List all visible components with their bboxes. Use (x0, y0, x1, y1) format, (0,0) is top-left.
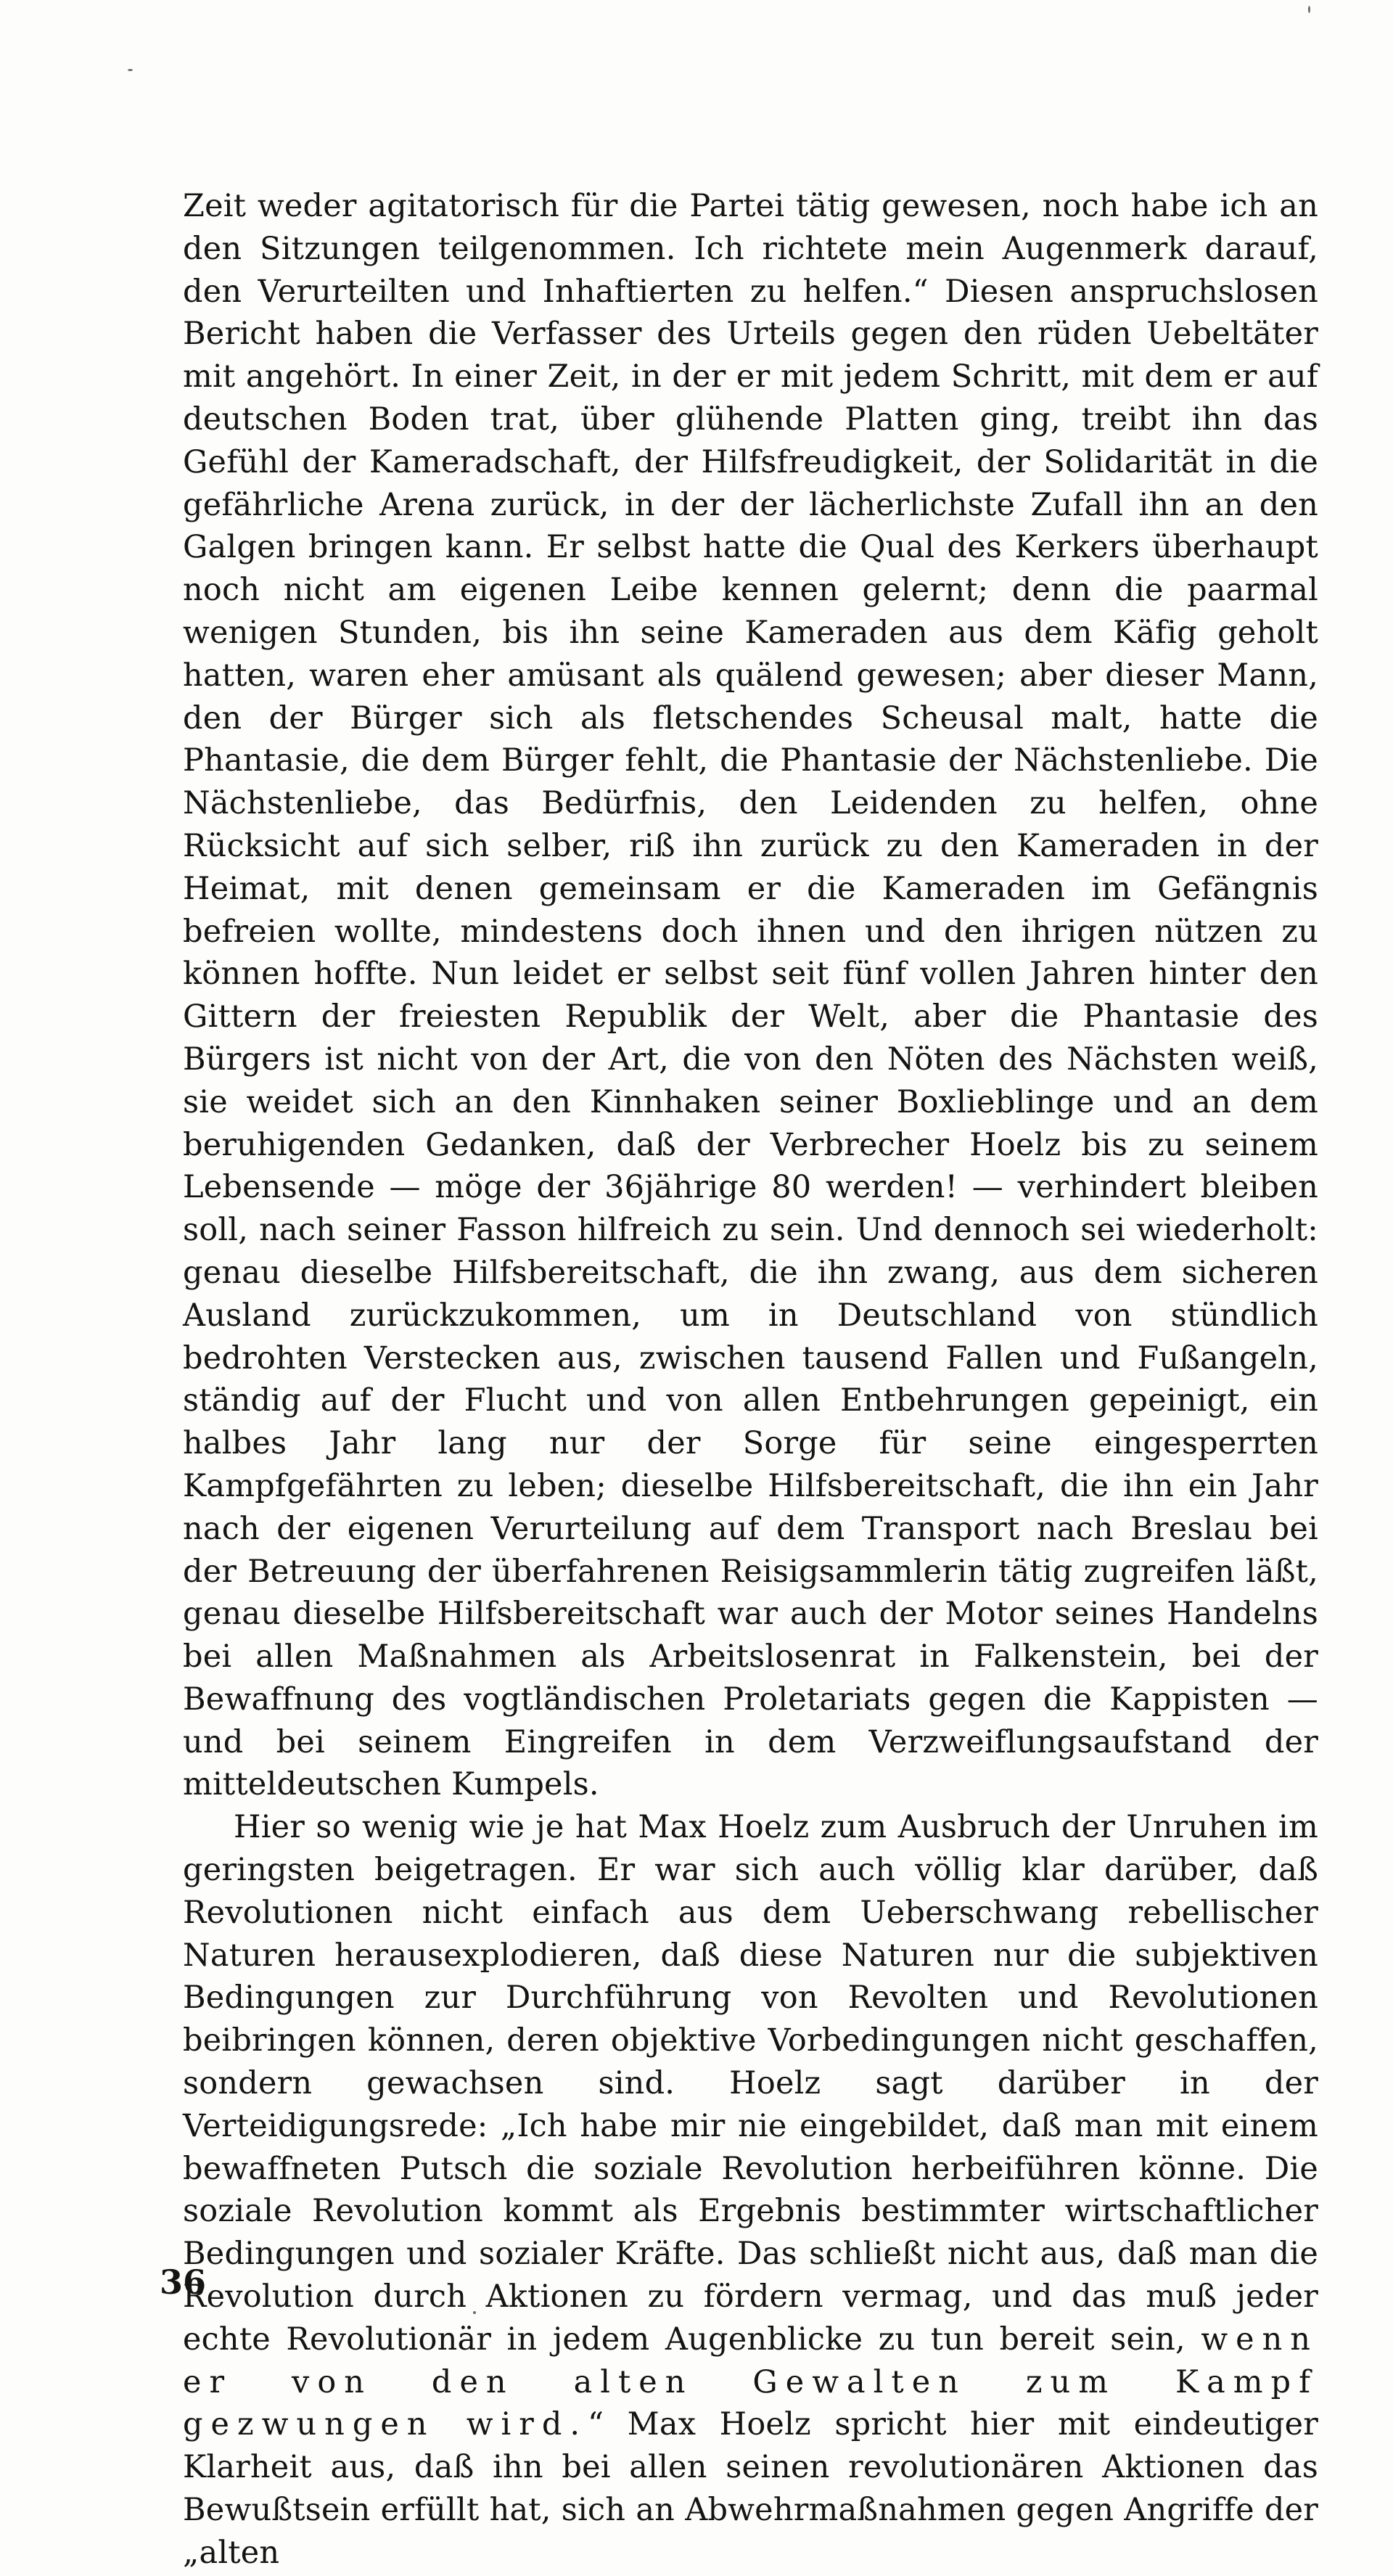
paragraph-1: Zeit weder agitatorisch für die Partei tätig gewesen, noch habe ich an den Sitzungen teilgenommen. Ich richtete mein Augenmerk darauf, den Verurteilten und Inhaftierten zu helfen.“ Diesen anspruchslosen Bericht haben die Verfasser des Urteils gegen den rüden Uebeltäter mit angehört. In einer Zeit, in der er mit jedem Schritt, mit dem er auf deutschen Boden trat, über glühende Platten ging, treibt ihn das Gefühl der Kameradschaft, der Hilfsfreudigkeit, der Solidarität in die gefährliche Arena zurück, in der der lächerlichste Zufall ihn an den Galgen bringen kann. Er selbst hatte die Qual des Kerkers überhaupt noch nicht am eigenen Leibe kennen gelernt; denn die paarmal wenigen Stunden, bis ihn seine Kameraden aus dem Käfig geholt hatten, waren eher amüsant als quälend gewesen; aber dieser Mann, den der Bürger sich als fletschendes Scheusal malt, hatte die Phantasie, die dem Bürger fehlt, die Phantasie der Nächstenliebe. Die Nächstenliebe, das Bedürfnis, den Leidenden zu helfen, ohne Rücksicht auf sich selber, riß ihn zurück zu den Kameraden in der Heimat, mit denen gemeinsam er die Kameraden im Gefängnis befreien wollte, mindestens doch ihnen und den ihrigen nützen zu können hoffte. Nun leidet er selbst seit fünf vollen Jahren hinter den Gittern der freiesten Republik der Welt, aber die Phantasie des Bürgers ist nicht von der Art, die von den Nöten des Nächsten weiß, sie weidet sich an den Kinnhaken seiner Boxlieblinge und an dem beruhigenden Gedanken, daß der Verbrecher Hoelz bis zu seinem Lebensende — möge der 36jährige 80 werden! — verhindert bleiben soll, nach seiner Fasson hilfreich zu sein. Und dennoch sei wiederholt: genau dieselbe Hilfsbereitschaft, die ihn zwang, aus dem sicheren Ausland zurückzukommen, um in Deutschland von stündlich bedrohten Verstecken aus, zwischen tausend Fallen und Fußangeln, ständig auf der Flucht und von allen Entbehrungen gepeinigt, ein halbes Jahr lang nur der Sorge für seine eingesperrten Kampfgefährten zu leben; dieselbe Hilfsbereitschaft, die ihn ein Jahr nach der eigenen Verurteilung auf dem Transport nach Breslau bei der Betreuung der überfahrenen Reisigsammlerin tätig zugreifen läßt, genau dieselbe Hilfsbereitschaft war auch der Motor seines Handelns bei allen Maßnahmen als Arbeitslosenrat in Falkenstein, bei der Bewaffnung des vogtländischen Proletariats gegen die Kappisten — und bei seinem Eingreifen in dem Verzweiflungsaufstand der mitteldeutschen Kumpels. (183, 188, 1318, 1803)
paragraph-2-start: Hier so wenig wie je hat Max Hoelz zum Ausbruch der Unruhen im geringsten beigetragen. Er war sich auch völlig klar darüber, daß Revolutionen nicht einfach aus dem Ueberschwang rebellischer Naturen herausexplodieren, daß diese Naturen nur die subjektiven Bedingungen zur Durchführung von Revolten und Revolutionen beibringen können, deren objektive Vorbedingungen nicht geschaffen, sondern gewachsen sind. Hoelz sagt darüber in der Verteidigungsrede: „Ich habe mir nie eingebildet, daß man mit einem bewaffneten Putsch die soziale Revolution herbeiführen könne. Die soziale Revolution kommt als Ergebnis bestimmter wirtschaftlicher Bedingungen und sozialer Kräfte. Das schließt nicht aus, daß man die Revolution durch Aktionen zu fördern vermag, und das muß jeder echte Revolutionär in jedem Augenblicke zu tun bereit sein, (183, 1809, 1318, 2358)
paragraph-2-end: “ Max Hoelz spricht hier mit eindeutiger Klarheit aus, daß ihn bei allen seinen revolutionären Aktionen das Bewußtsein erfüllt hat, sich an Abwehrmaßnahmen gegen Angriffe der „alten (183, 2406, 1318, 2571)
paragraph-2 (183, 1806, 1318, 2574)
body-text (183, 185, 1318, 2575)
letterspaced-emphasis: wenn er von den alten Gewalten zum Kampf gezwungen wird. (183, 2321, 1318, 2443)
page-number: 36 (160, 2263, 207, 2302)
page-speck (128, 69, 133, 71)
page-speck (1308, 6, 1310, 13)
